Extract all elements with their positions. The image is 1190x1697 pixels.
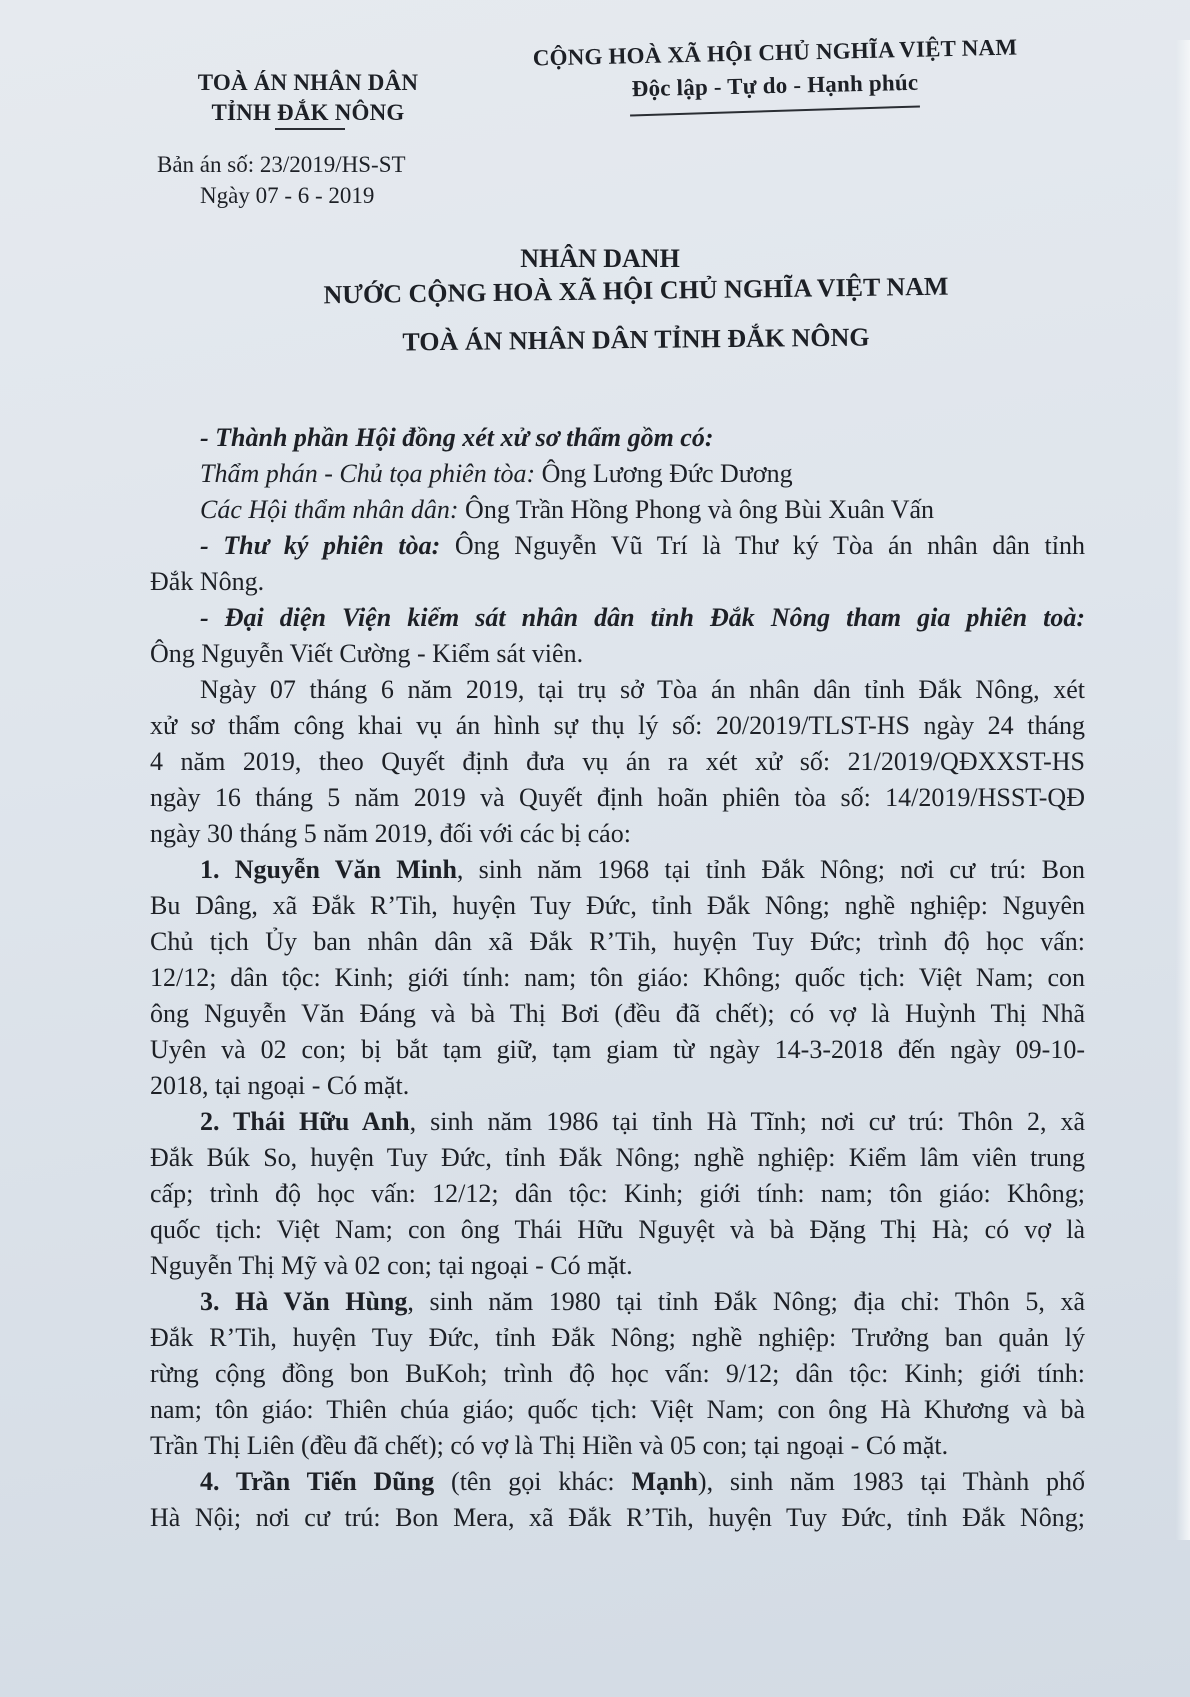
text-line [150, 888, 1085, 924]
text-line [150, 1176, 1085, 1212]
body-text: 2018, tại ngoại - Có mặt. [150, 1071, 410, 1100]
text-line [150, 492, 1085, 528]
page-edge [1176, 40, 1190, 1540]
body-text: Đắk Búk So, huyện Tuy Đức, tỉnh Đắk Nông; nghề nghiệp: Kiểm lâm viên trung [150, 1143, 1085, 1172]
body-text: 12/12; dân tộc: Kinh; giới tính: nam; tôn giáo: Không; quốc tịch: Việt Nam; con [150, 963, 1085, 992]
text-line [150, 1356, 1085, 1392]
body-text: quốc tịch: Việt Nam; con ông Thái Hữu Nguyệt và bà Đặng Thị Hà; có vợ là [150, 1215, 1085, 1244]
text-line [150, 1212, 1085, 1248]
text-line [150, 672, 1085, 708]
text-line [150, 996, 1085, 1032]
body-text: Trần Thị Liên (đều đã chết); có vợ là Thị Hiền và 05 con; tại ngoại - Có mặt. [150, 1431, 949, 1460]
text-line [150, 1140, 1085, 1176]
body-text: , sinh năm 1980 tại tỉnh Đắk Nông; địa chỉ: Thôn 5, xã [407, 1287, 1086, 1316]
body-text: , sinh năm 1968 tại tỉnh Đắk Nông; nơi cư trú: Bon [456, 855, 1085, 884]
emphasis-text: Các Hội thẩm nhân dân: [200, 495, 466, 524]
court-name-line2: TỈNH ĐẮK NÔNG [211, 100, 405, 125]
body-text: xử sơ thẩm công khai vụ án hình sự thụ lý số: 20/2019/TLST-HS ngày 24 tháng [150, 711, 1085, 740]
emphasis-text: 3. Hà Văn Hùng [200, 1287, 408, 1316]
body-text: Ông Nguyễn Viết Cường - Kiểm sát viên. [150, 639, 584, 668]
text-line [150, 744, 1085, 780]
motto-underline [630, 105, 920, 116]
body-text: ), sinh năm 1983 tại Thành phố [697, 1467, 1086, 1496]
emphasis-text: Mạnh [631, 1467, 698, 1496]
body-text: Bu Dâng, xã Đắk R’Tih, huyện Tuy Đức, tỉnh Đắk Nông; nghề nghiệp: Nguyên [150, 891, 1085, 920]
body-text: ngày 16 tháng 5 năm 2019 và Quyết định hoãn phiên tòa số: 14/2019/HSST-QĐ [150, 783, 1085, 812]
body-text: Đắk Nông. [150, 567, 265, 596]
body-text: rừng cộng đồng bon BuKoh; trình độ học vấn: 9/12; dân tộc: Kinh; giới tính: [150, 1359, 1085, 1388]
court-underline [275, 128, 345, 130]
text-line [150, 420, 1085, 456]
text-line [150, 816, 1085, 852]
body-text: (tên gọi khác: [434, 1467, 632, 1496]
emphasis-text: Thẩm phán - Chủ tọa phiên tòa: [200, 459, 542, 488]
nation-name: CỘNG HOÀ XÃ HỘI CHỦ NGHĨA VIỆT NAM [532, 34, 1018, 71]
body-text: ngày 30 tháng 5 năm 2019, đối với các bị cáo: [150, 819, 631, 848]
judgment-number: Bản án số: 23/2019/HS-ST [157, 152, 406, 177]
court-name-line1: TOÀ ÁN NHÂN DÂN [197, 70, 419, 95]
body-text: Ông Nguyễn Vũ Trí là Thư ký Tòa án nhân dân tỉnh [440, 531, 1085, 560]
text-line [150, 600, 1085, 636]
body-text: Hà Nội; nơi cư trú: Bon Mera, xã Đắk R’Tih, huyện Tuy Đức, tỉnh Đắk Nông; [150, 1503, 1085, 1532]
body-text: Nguyễn Thị Mỹ và 02 con; tại ngoại - Có mặt. [150, 1251, 633, 1280]
body-text: Đắk R’Tih, huyện Tuy Đức, tỉnh Đắk Nông; nghề nghiệp: Trưởng ban quản lý [150, 1323, 1085, 1352]
body-text: cấp; trình độ học vấn: 12/12; dân tộc: Kinh; giới tính: nam; tôn giáo: Không; [150, 1179, 1085, 1208]
text-line [150, 1500, 1085, 1536]
text-line [150, 852, 1085, 888]
title-court: TOÀ ÁN NHÂN DÂN TỈNH ĐẮK NÔNG [402, 322, 870, 357]
text-line [150, 1320, 1085, 1356]
text-line [150, 1068, 1085, 1104]
text-line [150, 528, 1085, 564]
text-line [150, 456, 1085, 492]
emphasis-text: 2. Thái Hữu Anh [200, 1107, 410, 1136]
body-text: Uyên và 02 con; bị bắt tạm giữ, tạm giam từ ngày 14-3-2018 đến ngày 09-10- [150, 1035, 1085, 1064]
emphasis-text: - Thư ký phiên tòa: [200, 531, 441, 560]
text-line [150, 1248, 1085, 1284]
body-text: nam; tôn giáo: Thiên chúa giáo; quốc tịch: Việt Nam; con ông Hà Khương và bà [150, 1395, 1085, 1424]
body-text: Ngày 07 tháng 6 năm 2019, tại trụ sở Tòa án nhân dân tỉnh Đắk Nông, xét [200, 675, 1085, 704]
body-text: Ông Trần Hồng Phong và ông Bùi Xuân Vấn [465, 495, 935, 524]
text-line [150, 708, 1085, 744]
title-country: NƯỚC CỘNG HOÀ XÃ HỘI CHỦ NGHĨA VIỆT NAM [323, 271, 949, 310]
emphasis-text: - Đại diện Viện kiểm sát nhân dân tỉnh Đắk Nông tham gia phiên toà: [200, 603, 1085, 632]
text-line [150, 924, 1085, 960]
emphasis-text: 4. Trần Tiến Dũng [200, 1467, 435, 1496]
text-line [150, 1032, 1085, 1068]
text-line [150, 1284, 1085, 1320]
text-line [150, 1104, 1085, 1140]
text-line [150, 564, 1085, 600]
text-line [150, 1464, 1085, 1500]
text-line [150, 780, 1085, 816]
text-line [150, 960, 1085, 996]
body-text: 4 năm 2019, theo Quyết định đưa vụ án ra xét xử số: 21/2019/QĐXXST-HS [150, 747, 1085, 776]
text-line [150, 636, 1085, 672]
judgment-date: Ngày 07 - 6 - 2019 [200, 183, 375, 208]
title-in-the-name: NHÂN DANH [520, 244, 680, 273]
body-text: Chủ tịch Ủy ban nhân dân xã Đắk R’Tih, huyện Tuy Đức; trình độ học vấn: [150, 927, 1085, 956]
emphasis-text: 1. Nguyễn Văn Minh [200, 855, 457, 884]
body-text: Ông Lương Đức Dương [541, 459, 793, 488]
text-line [150, 1428, 1085, 1464]
text-line [150, 1392, 1085, 1428]
emphasis-text: - Thành phần Hội đồng xét xử sơ thẩm gồm có: [200, 423, 714, 452]
body-text: ông Nguyễn Văn Đáng và bà Thị Bơi (đều đã chết); có vợ là Huỳnh Thị Nhã [150, 999, 1085, 1028]
body-text: , sinh năm 1986 tại tỉnh Hà Tĩnh; nơi cư trú: Thôn 2, xã [409, 1107, 1085, 1136]
nation-motto: Độc lập - Tự do - Hạnh phúc [631, 69, 919, 102]
